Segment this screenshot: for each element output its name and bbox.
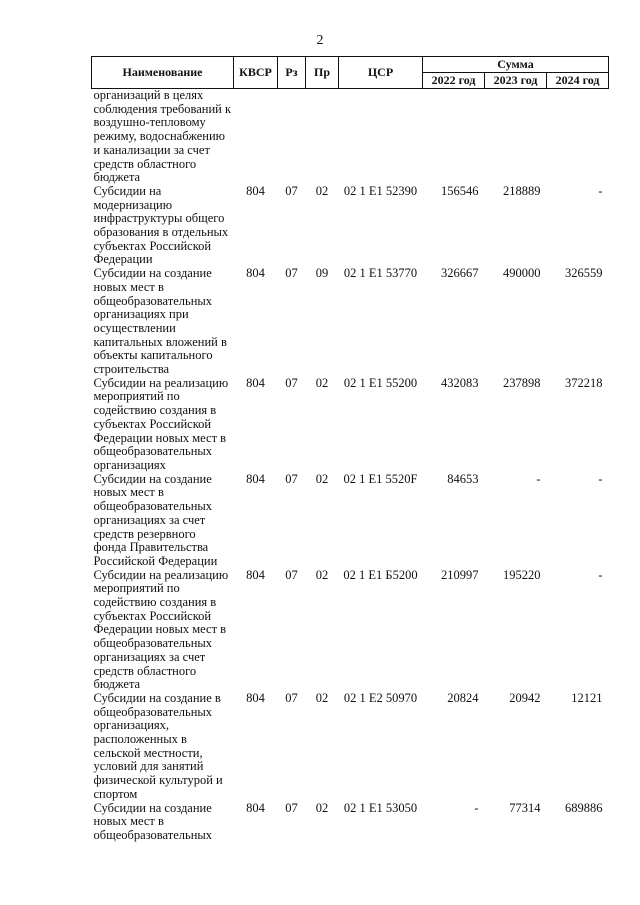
- cell-csr: 02 1 Е1 Б5200: [343, 567, 418, 582]
- cell-pr: 02: [315, 800, 329, 815]
- cell-y2024: -: [598, 567, 603, 582]
- cell-csr: [339, 89, 423, 185]
- cell-rz: 07: [285, 690, 298, 705]
- cell-y2023: 490000: [503, 266, 541, 281]
- table-row: [92, 377, 609, 473]
- cell-name: Субсидии на создание новых мест в общеобразовательных организациях при осуществлении капитальных вложений в объекты капитального строительства: [93, 266, 227, 377]
- cell-rz: [278, 89, 306, 185]
- cell-y2023: [485, 89, 547, 185]
- table-row: [92, 267, 609, 377]
- header-year-2022: 2022 год: [423, 73, 485, 89]
- cell-y2023: 237898: [503, 375, 541, 390]
- table-row: [92, 185, 609, 267]
- header-kvsr: КВСР: [234, 57, 278, 89]
- page-number: 2: [316, 33, 324, 48]
- cell-name: Субсидии на реализацию мероприятий по содействию создания в субъектах Российской Федерации новых мест в общеобразовательных организациях за счет средств областного бюджета: [93, 567, 229, 692]
- cell-pr: 02: [315, 183, 329, 198]
- cell-pr: 02: [315, 690, 329, 705]
- table-row: [92, 692, 609, 802]
- cell-pr: 02: [315, 567, 329, 582]
- table-row: [92, 569, 609, 692]
- cell-pr: 02: [315, 471, 329, 486]
- cell-pr: 02: [315, 375, 329, 390]
- table-row: [92, 473, 609, 569]
- cell-y2022: 84653: [447, 471, 479, 486]
- budget-table: [91, 56, 609, 843]
- cell-kvsr: 804: [246, 266, 265, 281]
- cell-kvsr: 804: [246, 800, 265, 815]
- header-name: Наименование: [92, 57, 234, 89]
- cell-kvsr: 804: [246, 567, 265, 582]
- cell-rz: 07: [285, 567, 298, 582]
- cell-kvsr: 804: [246, 375, 265, 390]
- cell-kvsr: 804: [246, 183, 265, 198]
- cell-y2024: 326559: [565, 266, 603, 281]
- cell-y2023: -: [536, 471, 541, 486]
- cell-name: Субсидии на создание в общеобразовательных организациях, расположенных в сельской местности, условий для занятий физической культурой и спортом: [93, 690, 223, 801]
- cell-y2024: -: [598, 183, 603, 198]
- cell-rz: 07: [285, 800, 298, 815]
- cell-csr: 02 1 Е1 5520F: [343, 471, 418, 486]
- cell-kvsr: 804: [246, 471, 265, 486]
- table-row: [92, 89, 609, 185]
- cell-y2022: 156546: [441, 183, 479, 198]
- cell-csr: 02 1 Е1 55200: [343, 375, 418, 390]
- header-csr: ЦСР: [339, 57, 423, 89]
- cell-kvsr: [234, 89, 278, 185]
- cell-y2022: -: [474, 800, 479, 815]
- cell-csr: 02 1 Е2 50970: [343, 690, 418, 705]
- cell-rz: 07: [285, 266, 298, 281]
- cell-y2022: 20824: [447, 690, 479, 705]
- table-body: [92, 89, 609, 843]
- cell-csr: 02 1 Е1 53770: [343, 266, 418, 281]
- cell-kvsr: 804: [246, 690, 265, 705]
- cell-y2023: 195220: [503, 567, 541, 582]
- cell-y2024: 12121: [571, 690, 603, 705]
- cell-y2024: -: [598, 471, 603, 486]
- table-row: [92, 802, 609, 843]
- header-sum: Сумма: [423, 57, 609, 73]
- cell-name: Субсидии на модернизацию инфраструктуры общего образования в отдельных субъектах Российской Федерации: [93, 183, 229, 267]
- cell-rz: 07: [285, 375, 298, 390]
- header-pr: Пр: [306, 57, 339, 89]
- header-year-2023: 2023 год: [485, 73, 547, 89]
- cell-y2022: [423, 89, 485, 185]
- cell-pr: [306, 89, 339, 185]
- cell-csr: 02 1 Е1 53050: [343, 800, 418, 815]
- cell-y2022: 326667: [441, 266, 479, 281]
- cell-y2022: 432083: [441, 375, 479, 390]
- cell-y2024: 689886: [565, 800, 603, 815]
- cell-y2024: [547, 89, 609, 185]
- cell-y2023: 218889: [503, 183, 541, 198]
- cell-y2023: 77314: [509, 800, 541, 815]
- cell-rz: 07: [285, 183, 298, 198]
- cell-y2024: 372218: [565, 375, 603, 390]
- cell-name: Субсидии на создание новых мест в общеобразовательных организациях за счет средств резервного фонда Правительства Российской Федерации: [93, 471, 218, 568]
- header-year-2024: 2024 год: [547, 73, 609, 89]
- cell-name: Субсидии на создание новых мест в общеобразовательных: [93, 800, 213, 842]
- cell-name: Субсидии на реализацию мероприятий по содействию создания в субъектах Российской Федерации новых мест в общеобразовательных организациях: [93, 375, 229, 472]
- cell-rz: 07: [285, 471, 298, 486]
- cell-y2023: 20942: [509, 690, 541, 705]
- cell-pr: 09: [315, 266, 329, 281]
- cell-name: организаций в целях соблюдения требований к воздушно-тепловому режиму, водоснабжению и канализации за счет средств областного бюджета: [93, 88, 232, 185]
- cell-csr: 02 1 Е1 52390: [343, 183, 418, 198]
- cell-y2022: 210997: [441, 567, 479, 582]
- header-rz: Рз: [278, 57, 306, 89]
